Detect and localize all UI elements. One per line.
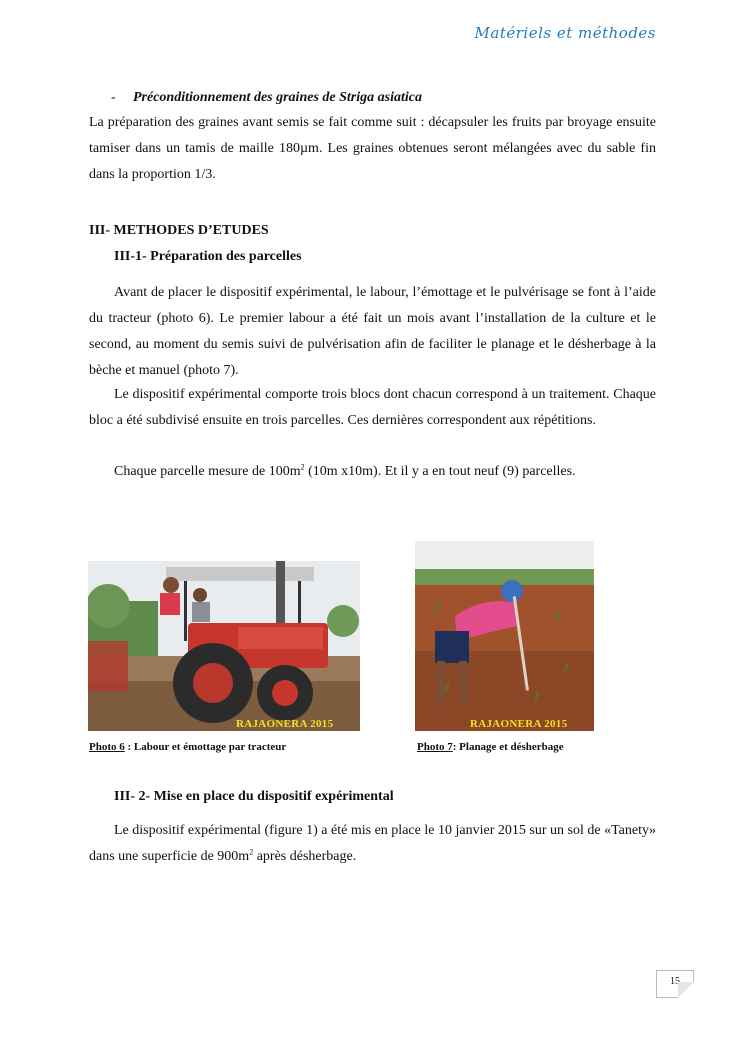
superscript-squared: 2 <box>300 462 305 472</box>
preconditioning-heading <box>111 90 422 106</box>
superscript-squared-area: 2 <box>249 847 254 857</box>
plots-paragraph-1: Avant de placer le dispositif expérimental, le labour, l’émottage et le pulvérisage se font à l’aide du tracteur (photo 6). Le premier labour a été fait un mois avant l’installation de la culture et le second, au moment du semis suivi de pulvérisation afin de faciliter le planage et le désherbage à la bèche et manuel (photo 7). <box>89 285 656 378</box>
page-number-box <box>656 970 694 998</box>
photo-6-caption <box>89 741 286 753</box>
photo-7-caption <box>417 741 564 753</box>
photo-7-label: Photo 7 <box>417 741 453 753</box>
photo-weeding <box>415 541 594 731</box>
subsection-heading-setup: III- 2- Mise en place du dispositif expérimental <box>114 789 394 804</box>
preconditioning-title: Préconditionnement des graines de Striga asiatica <box>133 90 422 105</box>
section-heading-methods: III- METHODES D’ETUDES <box>89 223 269 238</box>
photo-tractor <box>88 561 360 731</box>
setup-text-end: après désherbage. <box>253 849 357 864</box>
photo-6-label: Photo 6 <box>89 741 125 753</box>
page-header-section-title: Matériels et méthodes <box>474 24 656 42</box>
page-number: 15 <box>670 976 680 987</box>
plots-paragraph-2: Le dispositif expérimental comporte trois blocs dont chacun correspond à un traitement. Chaque bloc a été subdivisé ensuite en trois parcelles. Ces dernières correspondent aux répétitions. <box>89 387 656 428</box>
photo-7-watermark: RAJAONERA 2015 <box>470 718 568 730</box>
plot-size-text: Chaque parcelle mesure de 100m <box>114 464 301 479</box>
photo-7-caption-text: : Planage et désherbage <box>452 741 564 753</box>
setup-paragraph <box>89 818 656 870</box>
weeding-image <box>415 541 594 731</box>
photo-6-caption-text: : Labour et émottage par tracteur <box>124 741 287 753</box>
page-fold-icon <box>678 982 694 998</box>
plot-count-text: (10m x10m). Et il y a en tout neuf (9) parcelles. <box>304 464 576 479</box>
setup-text: Le dispositif expérimental (figure 1) a été mis en place le 10 janvier 2015 sur un sol de «Tanety» dans une superficie de 900m <box>89 823 656 864</box>
plots-paragraph-3 <box>89 459 656 485</box>
bullet-dash: - <box>111 90 116 105</box>
tractor-image <box>88 561 360 731</box>
photo-6-watermark: RAJAONERA 2015 <box>236 718 334 730</box>
subsection-heading-plots: III-1- Préparation des parcelles <box>114 249 302 264</box>
preconditioning-paragraph: La préparation des graines avant semis se fait comme suit : décapsuler les fruits par broyage ensuite tamiser dans un tamis de maille 180µm. Les graines obtenues seront mélangées avec du sable fin dans la proportion 1/3. <box>89 115 656 182</box>
